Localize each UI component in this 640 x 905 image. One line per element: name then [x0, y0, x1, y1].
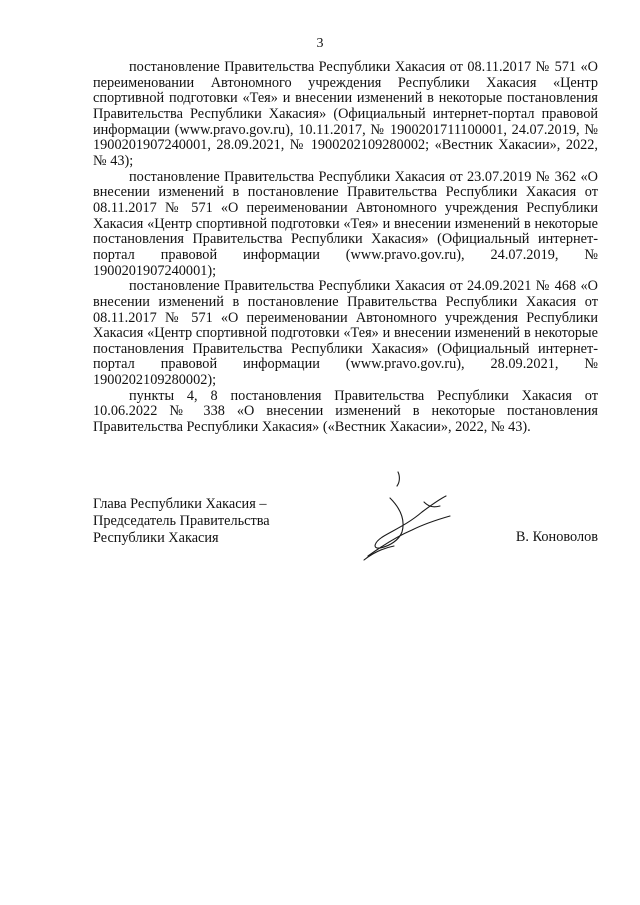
document-body — [93, 60, 598, 436]
signer-title — [93, 496, 270, 547]
paragraph-resolution-338-items: пункты 4, 8 постановления Правительства Республики Хакасия от 10.06.2022 № 338 «О внесении изменений в некоторые постановления Правительства Республики Хакасия» («Вестник Хакасии», 2022, № 43). — [93, 387, 598, 436]
page-number: 3 — [316, 36, 324, 51]
signature-block — [93, 496, 598, 596]
signer-title-line: Председатель Правительства — [93, 513, 270, 529]
paragraph-resolution-468: постановление Правительства Республики Хакасия от 24.09.2021 № 468 «О внесении изменений в постановление Правительства Республики Хакасия от 08.11.2017 № 571 «О переименовании Автономного учреждения Республики Хакасия «Центр спортивной подготовки «Тея» и внесении изменений в некоторые постановления Правительства Республики Хакасия» (Официальный интернет-портал правовой информации (www.pravo.gov.ru), 28.09.2021, № 1900202109280002); — [93, 278, 598, 389]
handwritten-signature — [328, 466, 478, 566]
signer-title-line: Республики Хакасия — [93, 530, 219, 546]
signer-title-line: Глава Республики Хакасия – — [93, 496, 267, 512]
paragraph-resolution-362: постановление Правительства Республики Хакасия от 23.07.2019 № 362 «О внесении изменений в постановление Правительства Республики Хакасия от 08.11.2017 № 571 «О переименовании Автономного учреждения Республики Хакасия «Центр спортивной подготовки «Тея» и внесении изменений в некоторые постановления Правительства Республики Хакасия» (Официальный интернет-портал правовой информации (www.pravo.gov.ru), 24.07.2019, № 1900201907240001); — [93, 168, 598, 279]
signer-name: В. Коноволов — [515, 529, 598, 545]
paragraph-resolution-571: постановление Правительства Республики Хакасия от 08.11.2017 № 571 «О переименовании Автономного учреждения Республики Хакасия «Центр спортивной подготовки «Тея» и внесении изменений в некоторые постановления Правительства Республики Хакасия» (Официальный интернет-портал правовой информации (www.pravo.gov.ru), 10.11.2017, № 1900201711100001, 24.07.2019, № 1900201907240001, 28.09.2021, № 1900202109280002; «Вестник Хакасии», 2022, № 43); — [93, 59, 598, 169]
